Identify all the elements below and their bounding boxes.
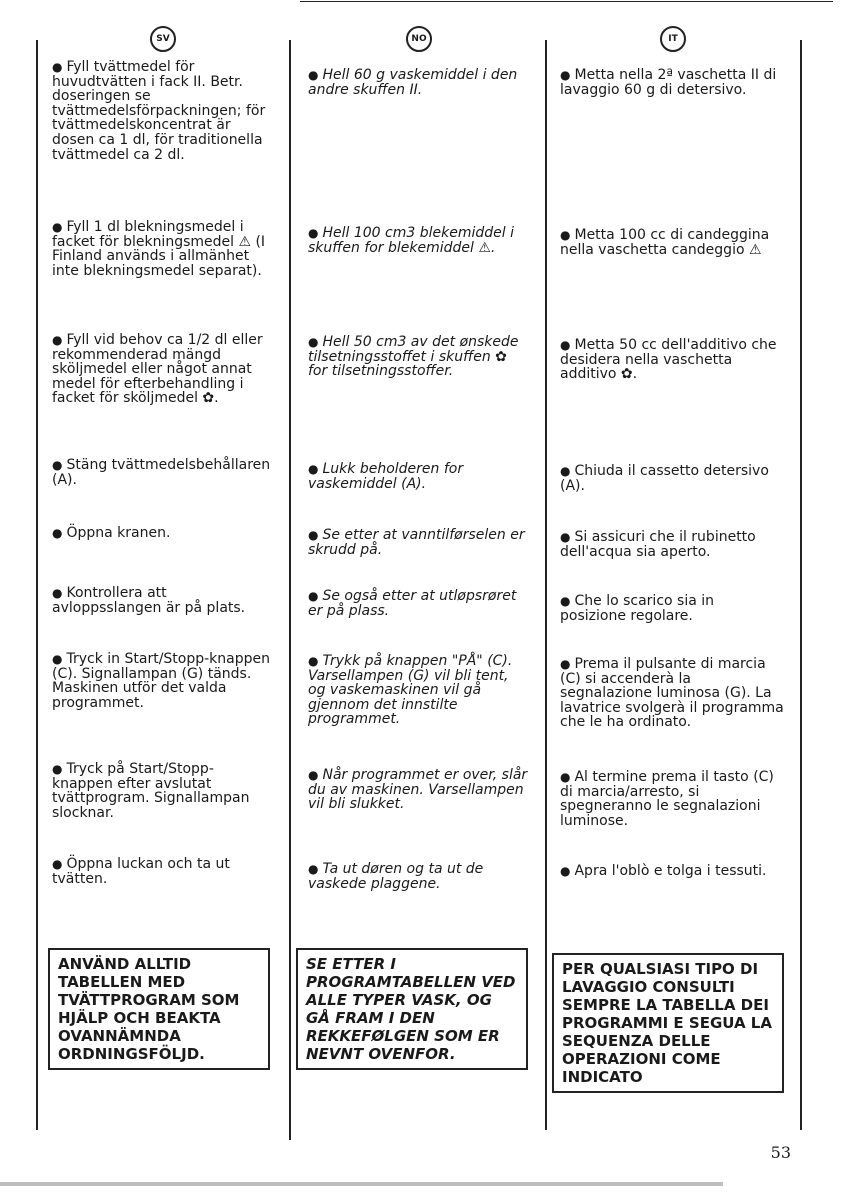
column-rule-it xyxy=(545,40,547,1130)
page-number: 53 xyxy=(770,1143,791,1162)
sv-step-3: ● Fyll vid behov ca 1/2 dl eller rekommenderad mängd sköljmedel eller något annat medel för efterbehandling i facket för sköljmedel ✿. xyxy=(52,332,263,407)
sv-step-7: ● Tryck in Start/Stopp-knappen (C). Signallampan (G) tänds. Maskinen utför det valda programmet. xyxy=(52,651,270,711)
sv-step-4: ● Stäng tvättmedelsbehållaren (A). xyxy=(52,457,271,488)
no-step-8: ● Når programmet er over, slår du av maskinen. Varsellampen vil bli slukket. xyxy=(308,767,528,813)
no-step-9: ● Ta ut døren og ta ut de vaskede plaggene. xyxy=(308,861,484,892)
no-step-3: ● Hell 50 cm3 av det ønskede tilsetningsstoffet i skuffen ✿ for tilsetningsstoffer. xyxy=(308,334,519,380)
it-step-9: ● Apra l'oblò e tolga i tessuti. xyxy=(560,863,767,879)
language-badge-no: NO xyxy=(406,26,432,52)
language-badge-it: IT xyxy=(660,26,686,52)
no-step-1: ● Hell 60 g vaskemiddel i den andre skuffen II. xyxy=(308,67,518,98)
sv-step-5: ● Öppna kranen. xyxy=(52,525,171,541)
it-step-3: ● Metta 50 cc dell'additivo che desidera nella vaschetta additivo ✿. xyxy=(560,337,777,383)
sv-notice-box: ANVÄND ALLTID TABELLEN MED TVÄTTPROGRAM SOM HJÄLP OCH BEAKTA OVANNÄMNDA ORDNINGSFÖLJD. xyxy=(48,948,270,1070)
no-step-4: ● Lukk beholderen for vaskemiddel (A). xyxy=(308,461,464,492)
sv-step-6: ● Kontrollera att avloppsslangen är på plats. xyxy=(52,585,246,616)
sv-step-9: ● Öppna luckan och ta ut tvätten. xyxy=(52,856,230,887)
language-badge-sv: SV xyxy=(150,26,176,52)
it-step-1: ● Metta nella 2ª vaschetta II di lavaggio 60 g di detersivo. xyxy=(560,67,777,98)
it-notice-box: PER QUALSIASI TIPO DI LAVAGGIO CONSULTI SEMPRE LA TABELLA DEI PROGRAMMI E SEGUA LA SEQUENZA DELLE OPERAZIONI COME INDICATO xyxy=(552,953,784,1093)
sv-step-8: ● Tryck på Start/Stopp-knappen efter avslutat tvättprogram. Signallampan slocknar. xyxy=(52,761,250,821)
no-notice-box: SE ETTER I PROGRAMTABELLEN VED ALLE TYPER VASK, OG GÅ FRAM I DEN REKKEFØLGEN SOM ER NEVNT OVENFOR. xyxy=(296,948,528,1070)
no-step-2: ● Hell 100 cm3 blekemiddel i skuffen for blekemiddel ⚠. xyxy=(308,225,514,256)
it-step-8: ● Al termine prema il tasto (C) di marcia/arresto, si spegneranno le segnalazioni luminose. xyxy=(560,769,774,829)
it-step-6: ● Che lo scarico sia in posizione regolare. xyxy=(560,593,715,624)
no-step-7: ● Trykk på knappen "PÅ" (C). Varsellampen (G) vil bli tent, og vaskemaskinen vil gå gjennom det innstilte programmet. xyxy=(308,653,513,728)
column-rule-sv xyxy=(36,40,38,1130)
it-step-2: ● Metta 100 cc di candeggina nella vaschetta candeggio ⚠ xyxy=(560,227,770,258)
sv-step-1: ● Fyll tvättmedel för huvudtvätten i fack II. Betr. doseringen se tvättmedelsförpackningen; för tvättmedelskoncentrat är dosen ca 1 dl, för traditionella tvättmedel ca 2 dl. xyxy=(52,59,266,163)
bottom-scan-edge xyxy=(0,1182,723,1186)
no-step-5: ● Se etter at vanntilførselen er skrudd på. xyxy=(308,527,525,558)
column-rule-right xyxy=(800,40,802,1130)
no-step-6: ● Se også etter at utløpsrøret er på plass. xyxy=(308,588,517,619)
sv-step-2: ● Fyll 1 dl blekningsmedel i facket för blekningsmedel ⚠ (I Finland används i allmänhet inte blekningsmedel separat). xyxy=(52,219,266,279)
column-rule-no xyxy=(289,40,291,1140)
it-step-4: ● Chiuda il cassetto detersivo (A). xyxy=(560,463,769,494)
it-step-5: ● Si assicuri che il rubinetto dell'acqua sia aperto. xyxy=(560,529,756,560)
it-step-7: ● Prema il pulsante di marcia (C) si accenderà la segnalazione luminosa (G). La lavatrice svolgerà il programma che le ha ordinato. xyxy=(560,656,784,731)
top-rule xyxy=(300,1,833,2)
